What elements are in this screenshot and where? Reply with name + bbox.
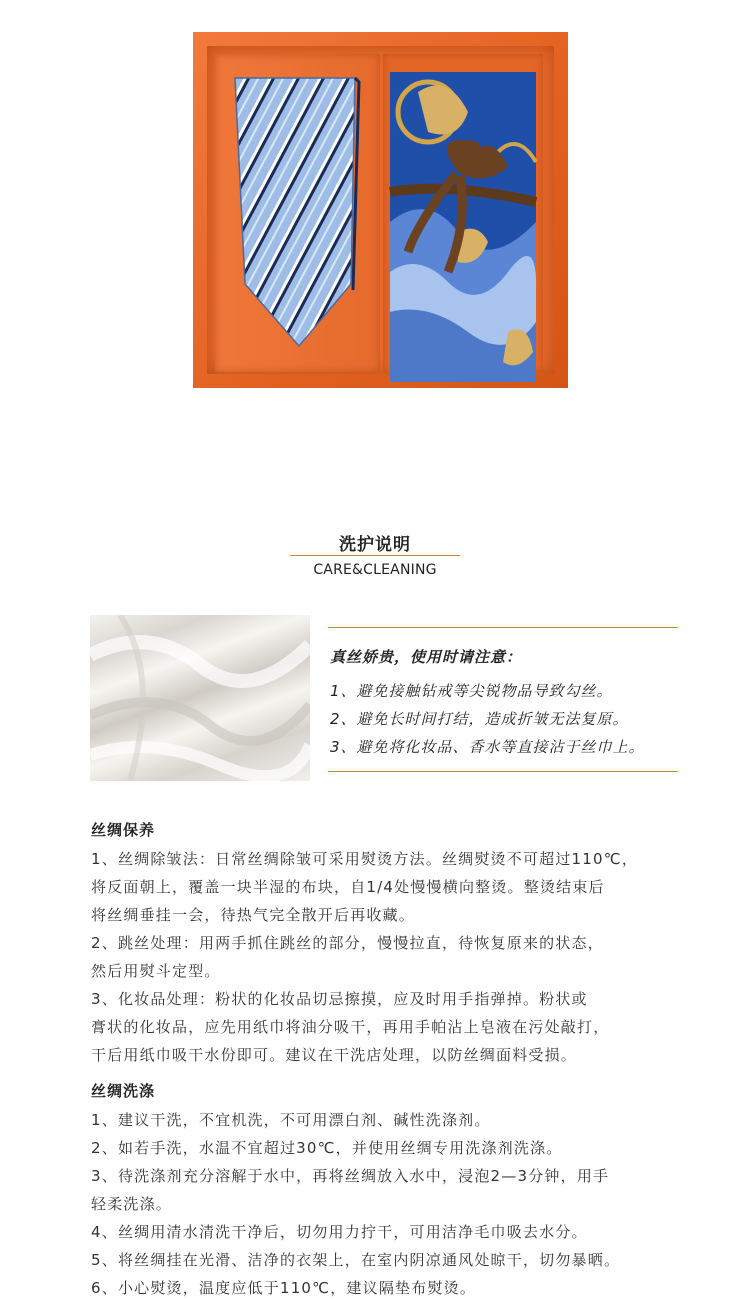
washing-line: 4、丝绸用清水清洗干净后，切勿用力拧干，可用洁净毛巾吸去水分。 [91, 1223, 588, 1241]
washing-line: 1、建议干洗，不宜机洗，不可用漂白剂、碱性洗涤剂。 [91, 1111, 491, 1129]
washing-heading: 丝绸洗涤 [91, 1082, 156, 1100]
necktie-image [223, 70, 383, 370]
maintenance-line: 1、丝绸除皱法：日常丝绸除皱可采用熨烫方法。丝绸熨烫不可超过110℃， [91, 850, 639, 868]
maintenance-line: 将丝绸垂挂一会，待热气完全散开后再收藏。 [91, 906, 416, 924]
notice-item: 3、避免将化妆品、香水等直接沾于丝巾上。 [330, 738, 645, 756]
gift-box-photo [193, 32, 568, 388]
maintenance-line: 然后用熨斗定型。 [91, 962, 221, 980]
section-title-underline [290, 555, 460, 556]
notice-heading: 真丝娇贵，使用时请注意： [330, 648, 523, 666]
maintenance-line: 2、跳丝处理：用两手抓住跳丝的部分，慢慢拉直，待恢复原来的状态， [91, 934, 604, 952]
washing-line: 6、小心熨烫，温度应低于110℃，建议隔垫布熨烫。 [91, 1279, 477, 1297]
maintenance-line: 膏状的化妆品，应先用纸巾将油分吸干，再用手帕沾上皂液在污处敲打， [91, 1018, 610, 1036]
section-subtitle: CARE&CLEANING [313, 562, 437, 578]
notice-divider-bottom [328, 771, 678, 772]
washing-line: 轻柔洗涤。 [91, 1195, 173, 1213]
section-title: 洗护说明 [339, 535, 411, 555]
notice-divider-top [328, 627, 678, 628]
white-silk-fabric-image [90, 615, 310, 781]
washing-line: 3、待洗涤剂充分溶解于水中，再将丝绸放入水中，浸泡2—3分钟，用手 [91, 1167, 610, 1185]
notice-item: 2、避免长时间打结，造成折皱无法复原。 [330, 710, 629, 728]
notice-item: 1、避免接触钻戒等尖锐物品导致勾丝。 [330, 682, 613, 700]
maintenance-line: 干后用纸巾吸干水份即可。建议在干洗店处理，以防丝绸面料受损。 [91, 1046, 578, 1064]
washing-line: 5、将丝绸挂在光滑、洁净的衣架上，在室内阴凉通风处晾干，切勿暴晒。 [91, 1251, 621, 1269]
silk-scarf-image [388, 72, 538, 384]
maintenance-line: 3、化妆品处理：粉状的化妆品切忌擦摸，应及时用手指弹掉。粉状或 [91, 990, 588, 1008]
maintenance-line: 将反面朝上，覆盖一块半湿的布块，自1/4处慢慢横向整烫。整烫结束后 [91, 878, 605, 896]
maintenance-heading: 丝绸保养 [91, 821, 156, 839]
washing-line: 2、如若手洗，水温不宜超过30℃，并使用丝绸专用洗涤剂洗涤。 [91, 1139, 563, 1157]
